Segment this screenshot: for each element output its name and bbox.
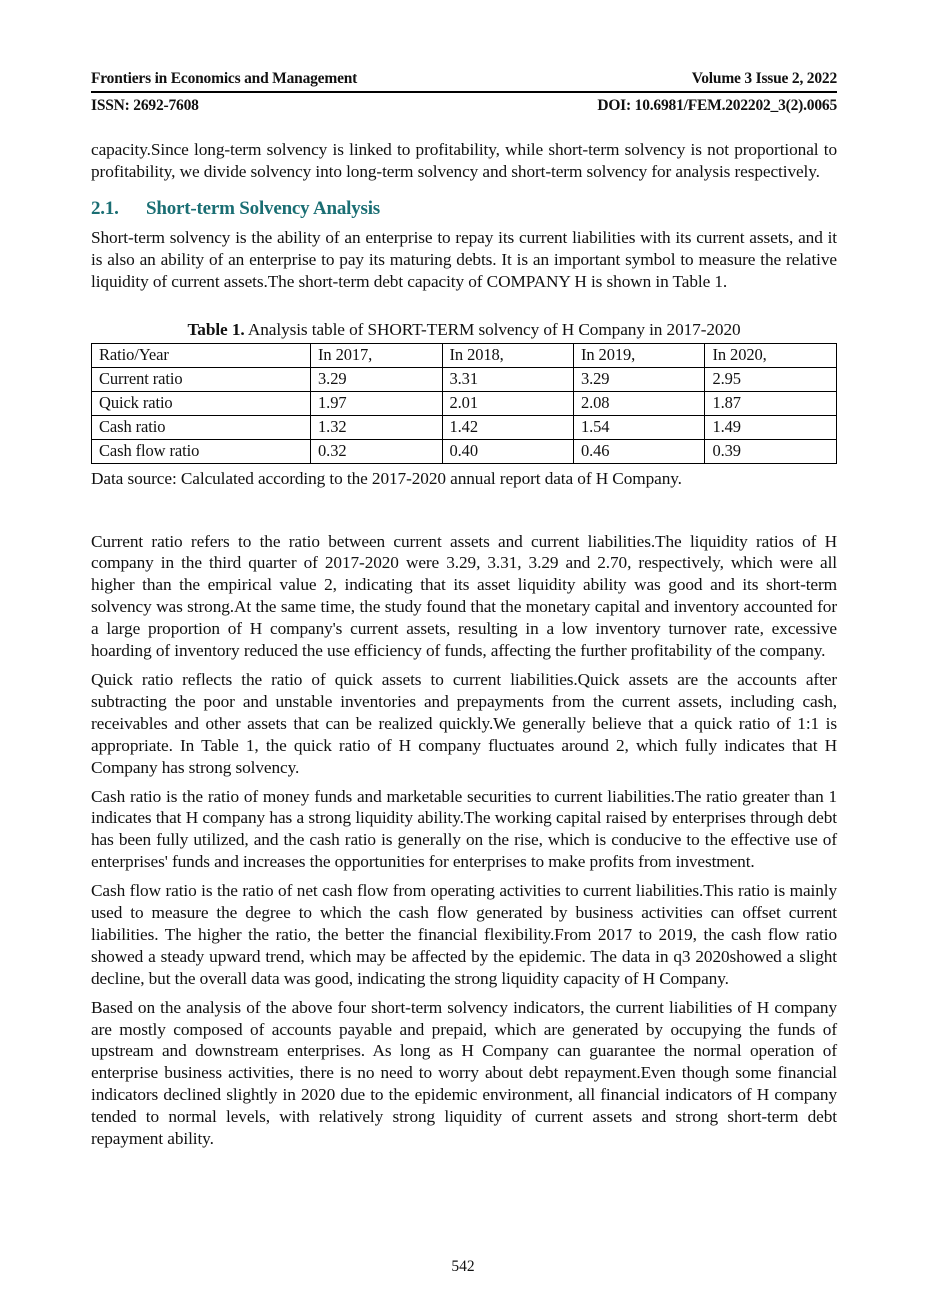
table-row (92, 367, 837, 391)
table-cell: 1.32 (311, 415, 442, 439)
table-cell: 3.29 (573, 367, 704, 391)
table-cell: 1.97 (311, 391, 442, 415)
table-row (92, 391, 837, 415)
header-row-top (91, 70, 837, 88)
section-paragraph: Short-term solvency is the ability of an enterprise to repay its current liabilities with its current assets, and it is also an ability of an enterprise to pay its maturing debts. It is an important symbol to measure the relative liquidity of current assets.The short-term debt capacity of COMPANY H is shown in Table 1. (91, 227, 837, 291)
issn: ISSN: 2692-7608 (91, 97, 199, 114)
table-cell: 1.87 (705, 391, 837, 415)
table-row (92, 439, 837, 463)
table-cell: 1.42 (442, 415, 573, 439)
intro-paragraph: capacity.Since long-term solvency is linked to profitability, while short-term solvency is not proportional to profitability, we divide solvency into long-term solvency and short-term solvency for analysis respectively. (91, 140, 837, 181)
body-paragraph-cash-ratio: Cash ratio is the ratio of money funds and marketable securities to current liabilities.The ratio greater than 1 indicates that H company has a strong liquidity ability.The working capital raised by enterprises through debt has been fully utilized, and the cash ratio is generally on the rise, which is conducive to the effective use of enterprises' funds and increases the opportunities for enterprises to make profits from investment. (91, 786, 837, 872)
table-row (92, 415, 837, 439)
table-cell: 0.32 (311, 439, 442, 463)
table-cell: 2.01 (442, 391, 573, 415)
table-cell: 1.49 (705, 415, 837, 439)
analysis-section (91, 531, 837, 1150)
body-paragraph-cash-flow-ratio: Cash flow ratio is the ratio of net cash flow from operating activities to current liabilities.This ratio is mainly used to measure the degree to which the cash flow generated by business activities can offset current liabilities. The higher the ratio, the better the financial flexibility.From 2017 to 2019, the cash flow ratio showed a steady upward trend, which may be affected by the epidemic. The data in q3 2020showed a slight decline, but the overall data was good, indicating the strong liquidity capacity of H Company. (91, 881, 837, 988)
table-cell: 2.08 (573, 391, 704, 415)
section-number: 2.1. (91, 197, 119, 219)
table-cell: 1.54 (573, 415, 704, 439)
body-paragraph-quick-ratio: Quick ratio reflects the ratio of quick assets to current liabilities.Quick assets are the accounts after subtracting the poor and unstable inventories and prepayments from the current assets, including cash, receivables and other assets that can be realized quickly.We generally believe that a quick ratio of 1:1 is appropriate. In Table 1, the quick ratio of H company fluctuates around 2, which fully indicates that H Company has strong solvency. (91, 669, 837, 777)
page-header (91, 70, 837, 115)
journal-name: Frontiers in Economics and Management (91, 70, 358, 87)
table-header-cell: In 2017, (311, 343, 442, 367)
page-footer (0, 1258, 926, 1276)
table-header-cell: In 2018, (442, 343, 573, 367)
section-heading (91, 198, 837, 220)
table-header-cell: In 2019, (573, 343, 704, 367)
doi: DOI: 10.6981/FEM.202202_3(2).0065 (597, 97, 837, 114)
table-caption-label: Table 1. (187, 319, 245, 339)
data-source-note: Data source: Calculated according to the 2017-2020 annual report data of H Company. (91, 468, 682, 488)
body-paragraph-current-ratio: Current ratio refers to the ratio between current assets and current liabilities.The liquidity ratios of H company in the third quarter of 2017-2020 were 3.29, 3.31, 3.29 and 2.70, respectively, which were all higher than the empirical value 2, indicating that its asset liquidity ability was good and its short-term solvency was strong.At the same time, the study found that the monetary capital and inventory accounted for a large proportion of H company's current assets, resulting in a low inventory turnover rate, excessive hoarding of inventory reduced the use efficiency of funds, affecting the further profitability of the company. (91, 531, 837, 661)
row-label-cell: Quick ratio (92, 391, 311, 415)
table-header-cell: In 2020, (705, 343, 837, 367)
section-title: Short-term Solvency Analysis (146, 197, 381, 219)
table-cell: 3.31 (442, 367, 573, 391)
volume-issue: Volume 3 Issue 2, 2022 (691, 70, 837, 87)
table-cell: 2.95 (705, 367, 837, 391)
table-cell: 3.29 (311, 367, 442, 391)
body-paragraph-summary: Based on the analysis of the above four short-term solvency indicators, the current liabilities of H company are mostly composed of accounts payable and prepaid, which are generated by occupying the funds of upstream and downstream enterprises. As long as H Company can guarantee the normal operation of enterprise business activities, there is no need to worry about debt repayment.Even though some financial indicators declined slightly in 2020 due to the epidemic environment, all financial indicators of H company tended to normal levels, with relatively strong liquidity of current assets and strong short-term debt repayment ability. (91, 997, 837, 1149)
row-label-cell: Cash ratio (92, 415, 311, 439)
row-label-cell: Cash flow ratio (92, 439, 311, 463)
table-cell: 0.40 (442, 439, 573, 463)
row-label-cell: Current ratio (92, 367, 311, 391)
table-caption-text: Analysis table of SHORT-TERM solvency of H Company in 2017-2020 (244, 319, 741, 339)
table-header-row (92, 343, 837, 367)
table-cell: 0.39 (705, 439, 837, 463)
header-row-bottom (91, 97, 837, 115)
table-caption (91, 320, 837, 340)
header-rule (91, 91, 837, 93)
solvency-table (91, 343, 837, 464)
table-header-cell: Ratio/Year (92, 343, 311, 367)
page-number: 542 (451, 1258, 475, 1275)
table-cell: 0.46 (573, 439, 704, 463)
